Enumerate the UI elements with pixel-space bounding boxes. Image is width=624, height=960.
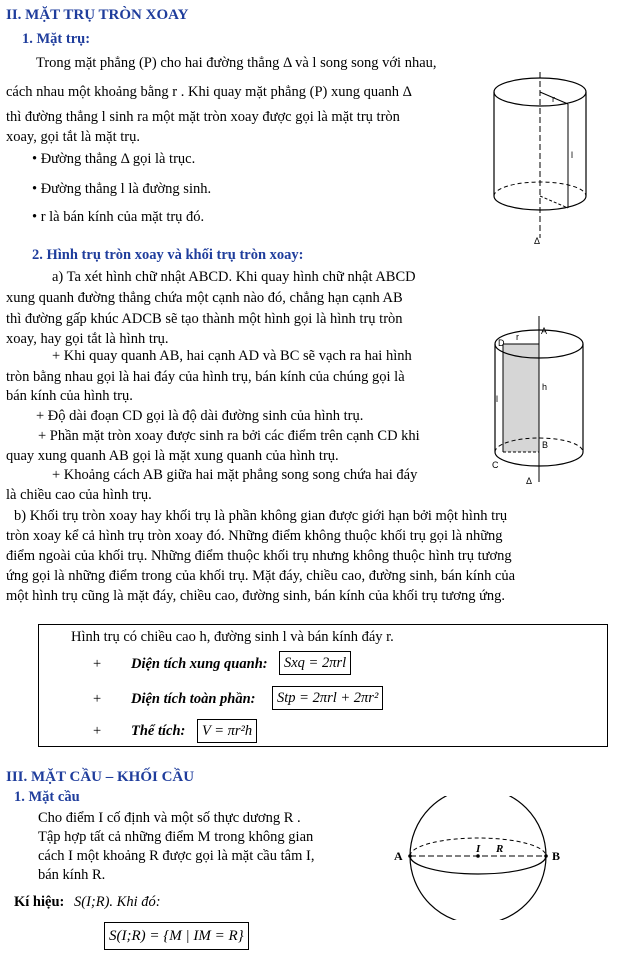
formula-total-area: Stp = 2πrl + 2πr² (272, 686, 383, 710)
paragraph-line: tròn xoay kể cả hình trụ tròn xoay đó. Những điểm không thuộc khối trụ gọi là những (6, 528, 503, 544)
formula-intro: Hình trụ có chiều cao h, đường sinh l và bán kính đáy r. (71, 629, 394, 645)
paragraph-line: ứng gọi là những điểm trong của khối trụ. Mặt đáy, chiều cao, đường sinh, bán kính của (6, 568, 516, 584)
label-total-area: Diện tích toàn phần: (131, 691, 256, 707)
paragraph-line: quay xung quanh AB gọi là mặt xung quanh của hình trụ. (6, 448, 339, 464)
formula-lateral-area: Sxq = 2πrl (279, 651, 351, 675)
label-A: A (541, 326, 548, 336)
paragraph-line: + Khi quay quanh AB, hai cạnh AD và BC sẽ vạch ra hai hình (52, 348, 412, 364)
bullet-generator: • Đường thẳng l là đường sinh. (32, 181, 212, 197)
paragraph-line: điểm ngoài của khối trụ. Những điểm thuộc khối trụ nhưng không thuộc hình trụ tương (6, 548, 512, 564)
sphere-set-definition: S(I;R) = {M | IM = R} (104, 922, 249, 950)
subsection-title-cylinder-surface: 1. Mặt trụ: (22, 31, 91, 47)
plus-sign: + (93, 691, 102, 707)
plus-sign: + (93, 656, 102, 672)
paragraph-line: + Độ dài đoạn CD gọi là độ dài đường sinh của hình trụ. (36, 408, 364, 424)
notation-text: S(I;R). Khi đó: (74, 894, 161, 910)
label-volume: Thể tích: (131, 723, 186, 739)
label-C: C (492, 460, 499, 470)
cylinder-figure (488, 68, 592, 248)
subsection-title-sphere: 1. Mặt cầu (14, 789, 80, 805)
paragraph-line: thì đường thẳng l sinh ra một mặt tròn xoay được gọi là mặt trụ tròn (6, 109, 400, 125)
paragraph-line: thì đường gấp khúc ADCB sẽ tạo thành một hình gọi là hình trụ tròn (6, 311, 403, 327)
plus-sign: + (93, 723, 102, 739)
paragraph-line: một hình trụ cũng là mặt đáy, chiều cao, đường sinh, bán kính của khối trụ tương ứng. (6, 588, 506, 604)
label-delta: Δ (526, 476, 533, 486)
sphere-figure (390, 796, 570, 920)
paragraph-line: a) Ta xét hình chữ nhật ABCD. Khi quay hình chữ nhật ABCD (52, 269, 416, 285)
label-B: B (542, 440, 549, 450)
label-A: A (394, 849, 403, 863)
label-delta: Δ (534, 236, 541, 246)
paragraph-line: xoay, gọi tắt là mặt trụ. (6, 129, 140, 145)
label-h: h (542, 382, 548, 392)
formula-volume: V = πr²h (197, 719, 257, 743)
paragraph-line: Cho điểm I cố định và một số thực dương R . (38, 810, 301, 826)
subsection-title-solid-cylinder: 2. Hình trụ tròn xoay và khối trụ tròn xoay: (32, 247, 304, 263)
label-I: I (476, 843, 481, 855)
label-D: D (498, 338, 505, 348)
paragraph-line: bán kính của hình trụ. (6, 388, 133, 404)
paragraph-line: cách nhau một khoảng bằng r . Khi quay mặt phẳng (P) xung quanh Δ (6, 84, 412, 100)
label-l: l (571, 150, 573, 160)
label-B: B (552, 849, 561, 863)
label-r: r (516, 332, 519, 342)
label-R: R (496, 843, 504, 855)
paragraph-line: xoay, hay gọi tắt là hình trụ. (6, 331, 169, 347)
paragraph-line: là chiều cao của hình trụ. (6, 487, 152, 503)
cylinder-abcd-figure (486, 286, 596, 486)
label-lateral-area: Diện tích xung quanh: (131, 656, 268, 672)
paragraph-line: + Khoảng cách AB giữa hai mặt phẳng song song chứa hai đáy (52, 467, 418, 483)
paragraph-line: cách I một khoảng R được gọi là mặt cầu tâm I, (38, 848, 315, 864)
notation-label: Kí hiệu: (14, 894, 65, 910)
paragraph-line: b) Khối trụ tròn xoay hay khối trụ là phần không gian được giới hạn bởi một hình trụ (14, 508, 508, 524)
paragraph-line: tròn bằng nhau gọi là hai đáy của hình trụ, bán kính của chúng gọi là (6, 369, 405, 385)
label-r: r (552, 94, 555, 104)
label-l: l (496, 394, 498, 404)
formula-box (38, 624, 608, 747)
paragraph-line: bán kính R. (38, 867, 106, 883)
paragraph-line: xung quanh đường thẳng chứa một cạnh nào đó, chẳng hạn cạnh AB (6, 290, 403, 306)
paragraph-line: Trong mặt phẳng (P) cho hai đường thẳng Δ và l song song với nhau, (36, 55, 437, 71)
bullet-radius: • r là bán kính của mặt trụ đó. (32, 209, 205, 225)
section-title-cylinder: II. MẶT TRỤ TRÒN XOAY (6, 7, 189, 23)
section-title-sphere: III. MẶT CẦU – KHỐI CẦU (6, 769, 195, 785)
paragraph-line: Tập hợp tất cả những điểm M trong không gian (38, 829, 314, 845)
bullet-axis: • Đường thẳng Δ gọi là trục. (32, 151, 196, 167)
paragraph-line: + Phần mặt tròn xoay được sinh ra bởi các điểm trên cạnh CD khi (38, 428, 420, 444)
